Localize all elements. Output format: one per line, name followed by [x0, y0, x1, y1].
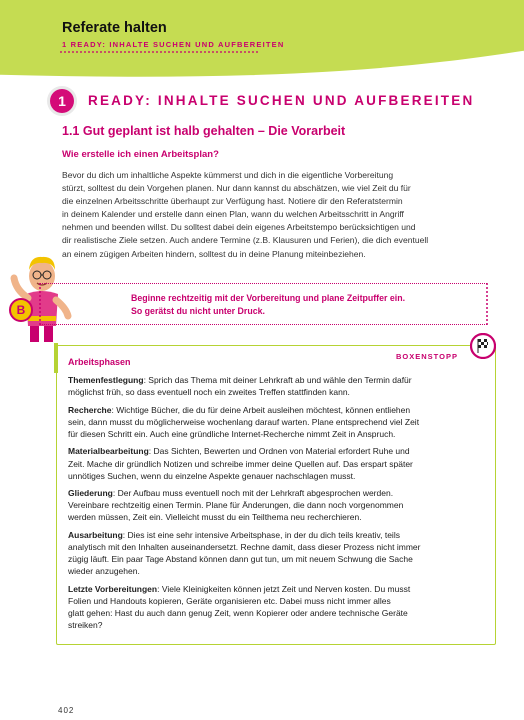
boxenstopp-label: BOXENSTOPP — [396, 352, 458, 361]
body-line: stürzt, solltest du dein Vorgehen planen. Nur dann kannst du abschätzen, wie viel Zeit du für — [62, 183, 411, 194]
body-line: an einem zügigen Arbeiten hindern, solltest du in deine Planung miteinbeziehen. — [62, 248, 366, 259]
boxenstopp-tab — [54, 343, 58, 373]
boxenstopp-heading: Arbeitsphasen — [68, 357, 131, 367]
phase-text: Folien und Handouts kopieren, Geräte organisieren etc. Dabei muss nicht immer alles — [68, 596, 391, 606]
phase-term: Materialbearbeitung — [68, 446, 149, 457]
phase-text: Vereinbare rechtzeitig einen Termin. Plane für Änderungen, die dann noch vorgenommen — [68, 500, 404, 511]
phase-text: werden müssen, Zeit ein. Vielleicht musst du ein Teilthema neu recherchieren. — [68, 512, 362, 523]
phase-text: Zeit. Mache dir gründlich Notizen und schreibe immer deine Quellen auf. Das erspart später — [68, 458, 413, 469]
phase-text: sein, dann musst du möglicherweise wochenlang darauf warten. Plane entsprechend viel Zeit — [68, 416, 420, 427]
phase-item — [68, 374, 482, 398]
tip-line: So gerätst du nicht unter Druck. — [131, 306, 265, 316]
tip-box-right-edge — [485, 283, 489, 325]
header-title: Referate halten — [62, 20, 167, 36]
tip-line: Beginne rechtzeitig mit der Vorbereitung und plane Zeitpuffer ein. — [131, 293, 406, 303]
body-line: die einzelnen Arbeitsschritte überhaupt zur Verfügung hast. Notiere dir den Referatstermin — [62, 196, 403, 207]
phase-text: analytisch mit den Inhalten auseinandersetzt. Rechne damit, dass dieser Prozess nicht immer — [68, 542, 421, 553]
phase-term: Themenfestlegung — [68, 375, 144, 385]
checkered-flag-icon — [470, 333, 496, 359]
phase-term: Gliederung — [68, 488, 113, 499]
phase-text: streiken? — [68, 620, 103, 631]
phase-text: : Sprich das Thema mit deiner Lehrkraft ab und wähle den Termin dafür — [143, 375, 412, 385]
phase-text: wieder anzugehen. — [68, 566, 140, 577]
mascot-badge: B — [9, 298, 33, 322]
phase-text: für diesen Schritt ein. Auch eine gründliche Internet-Recherche nimmt Zeit in Anspruch. — [68, 428, 396, 439]
phase-text: möglichst früh, so dass eventuell noch ein zweites Treffen stattfinden kann. — [68, 387, 350, 398]
phase-text: zügig läuft. Ein paar Tage Abstand können dann gut tun, um mit neuem Schwung die Sache — [68, 554, 413, 565]
body-line: nehmen und beenden willst. Du solltest dabei dein eigenes Arbeitstempo berücksichtigen und — [62, 222, 416, 233]
phase-item — [68, 487, 482, 523]
body-line: in deinem Kalender und erstelle dann einen Plan, wann du welchen Arbeitsschritt in Angriff — [62, 209, 404, 220]
body-line: dir realistische Ziele setzen. Auch andere Termine (z.B. Klausuren und Ferien), die dich eventuell — [62, 235, 429, 246]
phase-text: unnötiges Suchen, wenn du einzelne Aspekte genauer nachschlagen musst. — [68, 470, 356, 481]
phase-list — [68, 374, 482, 637]
header-subtitle: 1 READY: INHALTE SUCHEN UND AUFBEREITEN — [62, 40, 285, 49]
phase-item — [68, 445, 482, 481]
section-title: 1.1 Gut geplant ist halb gehalten – Die Vorarbeit — [62, 124, 346, 138]
phase-text: glatt gehen: Hast du auch dann genug Zeit, wenn Kopierer oder andere technische Geräte — [68, 608, 408, 619]
phase-text: : Der Aufbau muss eventuell noch mit der Lehrkraft abgesprochen werden. — [112, 488, 394, 499]
chapter-title: READY: INHALTE SUCHEN UND AUFBEREITEN — [88, 93, 475, 108]
phase-term: Recherche — [68, 404, 112, 415]
tip-text — [131, 292, 405, 318]
body-paragraph — [62, 169, 472, 261]
tip-box-left-edge — [38, 283, 42, 325]
body-line: Bevor du dich um inhaltliche Aspekte kümmerst und dich in die eigentliche Vorbereitung — [62, 170, 394, 180]
phase-text: : Viele Kleinigkeiten können jetzt Zeit und Nerven kosten. Du musst — [157, 583, 411, 594]
phase-item — [68, 583, 482, 631]
phase-term: Ausarbeitung — [68, 530, 123, 541]
phase-text: : Wichtige Bücher, die du für deine Arbeit ausleihen möchtest, können entliehen — [111, 404, 411, 415]
phase-item — [68, 404, 482, 440]
chapter-number-badge: 1 — [50, 89, 74, 113]
page-number: 402 — [58, 706, 75, 715]
phase-text: : Dies ist eine sehr intensive Arbeitsphase, in der du dich teils kreativ, teils — [122, 530, 400, 541]
phase-item — [68, 529, 482, 577]
phase-term: Letzte Vorbereitungen — [68, 583, 158, 594]
phase-text: : Das Sichten, Bewerten und Ordnen von Material erfordert Ruhe und — [148, 446, 410, 457]
section-question: Wie erstelle ich einen Arbeitsplan? — [62, 149, 219, 160]
